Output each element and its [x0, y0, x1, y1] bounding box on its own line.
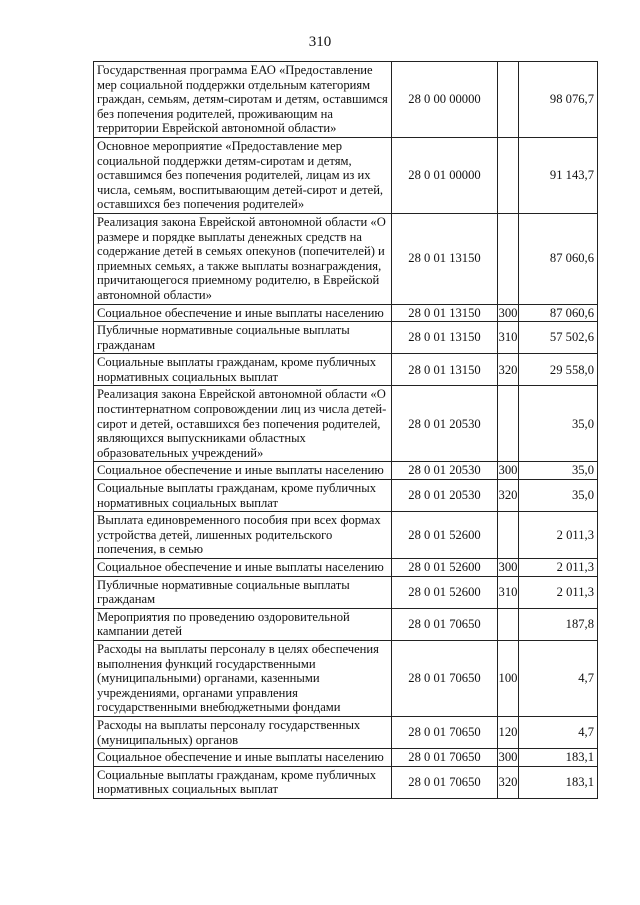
row-amount: 87 060,6: [519, 213, 598, 304]
row-type: [498, 213, 519, 304]
row-name: Социальное обеспечение и иные выплаты населению: [94, 559, 392, 577]
row-code: 28 0 01 00000: [392, 137, 498, 213]
row-code: 28 0 01 70650: [392, 608, 498, 640]
row-amount: 183,1: [519, 766, 598, 798]
row-amount: 187,8: [519, 608, 598, 640]
row-name: Публичные нормативные социальные выплаты гражданам: [94, 322, 392, 354]
row-type: 310: [498, 576, 519, 608]
row-amount: 29 558,0: [519, 354, 598, 386]
row-name: Социальное обеспечение и иные выплаты населению: [94, 749, 392, 767]
row-type: [498, 62, 519, 138]
table-row: [94, 480, 598, 512]
row-amount: 183,1: [519, 749, 598, 767]
row-amount: 2 011,3: [519, 576, 598, 608]
row-name: Социальные выплаты гражданам, кроме публичных нормативных социальных выплат: [94, 766, 392, 798]
row-name: Реализация закона Еврейской автономной области «О размере и порядке выплаты денежных средств на содержание детей в семьях опекунов (попечителей) и приемных семьях, а также выплаты вознаграждения, причитающегося приемному родителю, в Еврейской автономной области»: [94, 213, 392, 304]
row-amount: 4,7: [519, 640, 598, 716]
row-amount: 4,7: [519, 716, 598, 748]
table-row: [94, 322, 598, 354]
row-code: 28 0 01 52600: [392, 512, 498, 559]
row-code: 28 0 01 70650: [392, 749, 498, 767]
row-amount: 87 060,6: [519, 304, 598, 322]
row-amount: 98 076,7: [519, 62, 598, 138]
table-row: [94, 386, 598, 462]
row-type: [498, 512, 519, 559]
table-row: [94, 462, 598, 480]
row-code: 28 0 01 52600: [392, 559, 498, 577]
row-type: [498, 386, 519, 462]
row-code: 28 0 01 13150: [392, 354, 498, 386]
table-row: [94, 716, 598, 748]
row-type: 120: [498, 716, 519, 748]
row-name: Социальное обеспечение и иные выплаты населению: [94, 462, 392, 480]
row-type: 320: [498, 766, 519, 798]
row-name: Реализация закона Еврейской автономной области «О постинтернатном сопровождении лиц из числа детей-сирот и детей, оставшихся без попечения родителей, являющихся выпускниками областных образовательных учреждений»: [94, 386, 392, 462]
row-type: 320: [498, 354, 519, 386]
table-row: [94, 354, 598, 386]
row-name: Социальные выплаты гражданам, кроме публичных нормативных социальных выплат: [94, 354, 392, 386]
row-name: Социальное обеспечение и иные выплаты населению: [94, 304, 392, 322]
table-row: [94, 304, 598, 322]
row-type: 300: [498, 749, 519, 767]
row-code: 28 0 01 20530: [392, 386, 498, 462]
table-row: [94, 749, 598, 767]
budget-table: [93, 61, 598, 799]
row-type: 100: [498, 640, 519, 716]
table-row: [94, 608, 598, 640]
row-amount: 57 502,6: [519, 322, 598, 354]
row-amount: 35,0: [519, 480, 598, 512]
page-number: 310: [308, 34, 332, 50]
row-code: 28 0 01 13150: [392, 213, 498, 304]
table-row: [94, 213, 598, 304]
row-amount: 91 143,7: [519, 137, 598, 213]
table-row: [94, 559, 598, 577]
table-row: [94, 766, 598, 798]
row-code: 28 0 01 70650: [392, 640, 498, 716]
row-name: Расходы на выплаты персоналу государственных (муниципальных) органов: [94, 716, 392, 748]
row-type: 320: [498, 480, 519, 512]
table-row: [94, 640, 598, 716]
row-type: 300: [498, 559, 519, 577]
row-code: 28 0 01 70650: [392, 766, 498, 798]
row-amount: 35,0: [519, 462, 598, 480]
row-code: 28 0 00 00000: [392, 62, 498, 138]
row-name: Основное мероприятие «Предоставление мер социальной поддержки детям-сиротам и детям, оставшимся без попечения родителей, лицам из их числа, семьям, воспитывающим детей-сирот и детей, оставшихся без попечения родителей»: [94, 137, 392, 213]
row-name: Публичные нормативные социальные выплаты гражданам: [94, 576, 392, 608]
row-code: 28 0 01 52600: [392, 576, 498, 608]
row-amount: 2 011,3: [519, 559, 598, 577]
row-code: 28 0 01 20530: [392, 462, 498, 480]
row-name: Социальные выплаты гражданам, кроме публичных нормативных социальных выплат: [94, 480, 392, 512]
row-name: Расходы на выплаты персоналу в целях обеспечения выполнения функций государственными (муниципальными) органами, казенными учреждениями, органами управления государственными внебюджетными фондами: [94, 640, 392, 716]
row-code: 28 0 01 13150: [392, 304, 498, 322]
row-code: 28 0 01 13150: [392, 322, 498, 354]
row-name: Мероприятия по проведению оздоровительной кампании детей: [94, 608, 392, 640]
row-type: [498, 608, 519, 640]
row-code: 28 0 01 70650: [392, 716, 498, 748]
row-amount: 2 011,3: [519, 512, 598, 559]
row-name: Выплата единовременного пособия при всех формах устройства детей, лишенных родительского попечения, в семью: [94, 512, 392, 559]
table-row: [94, 512, 598, 559]
row-type: 310: [498, 322, 519, 354]
table-row: [94, 576, 598, 608]
row-type: [498, 137, 519, 213]
row-code: 28 0 01 20530: [392, 480, 498, 512]
table-row: [94, 137, 598, 213]
row-type: 300: [498, 304, 519, 322]
row-name: Государственная программа ЕАО «Предоставление мер социальной поддержки отдельным категориям граждан, семьям, детям-сиротам и детям, оставшимся без попечения родителей, проживающим на территории Еврейской автономной области»: [94, 62, 392, 138]
table-row: [94, 62, 598, 138]
row-type: 300: [498, 462, 519, 480]
row-amount: 35,0: [519, 386, 598, 462]
